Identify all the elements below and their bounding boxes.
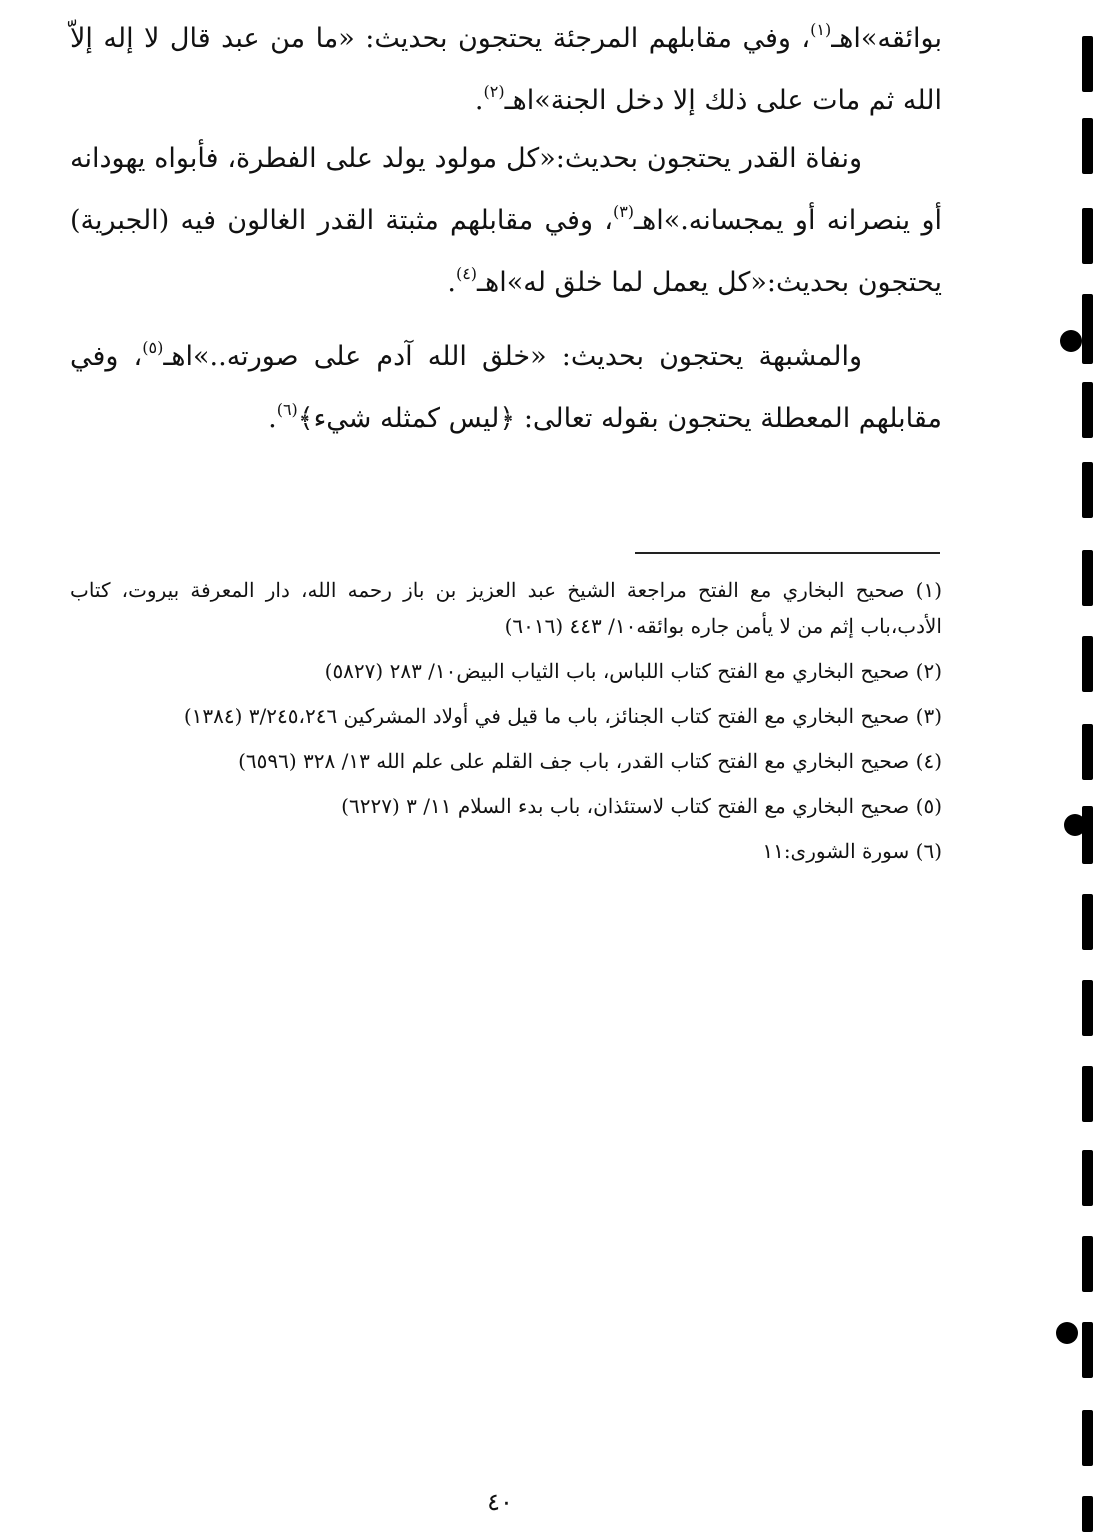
binding-bar bbox=[1082, 294, 1093, 364]
footnote-ref: (٣) bbox=[612, 202, 635, 221]
footnote-ref: (٥) bbox=[142, 338, 164, 357]
binding-hole bbox=[1060, 330, 1082, 352]
footnote-1: (١) صحيح البخاري مع الفتح مراجعة الشيخ عبد العزيز بن باز رحمه الله، دار المعرفة بيروت، كتاب الأدب،باب إثم من لا يأمن جاره بوائقه١٠/ ٤٤٣ (٦٠١٦) bbox=[70, 578, 942, 638]
footnote-6: (٦) سورة الشورى:١١ bbox=[762, 839, 942, 863]
binding-bar bbox=[1082, 806, 1093, 864]
paragraph-text: ونفاة القدر يحتجون بحديث:«كل مولود يولد على الفطرة، فأبواه يهودانه أو ينصرانه أو يمجسانه.»اهـ bbox=[70, 143, 942, 236]
footnote-ref: (٢) bbox=[483, 82, 505, 101]
binding-bar bbox=[1082, 36, 1093, 92]
paragraph-text: بوائقه»اهـ bbox=[831, 23, 942, 54]
footnote-2: (٢) صحيح البخاري مع الفتح كتاب اللباس، باب الثياب البيض١٠/ ٢٨٣ (٥٨٢٧) bbox=[324, 659, 942, 683]
body-paragraph-3 bbox=[70, 326, 942, 450]
binding-bar bbox=[1082, 894, 1093, 950]
binding-bar bbox=[1082, 1322, 1093, 1378]
footnote-3: (٣) صحيح البخاري مع الفتح كتاب الجنائز، باب ما قيل في أولاد المشركين ٣/٢٤٥،٢٤٦ (١٣٨٤) bbox=[183, 704, 942, 728]
body-paragraph-1 bbox=[70, 8, 942, 132]
paragraph-text: . bbox=[447, 267, 456, 298]
binding-bar bbox=[1082, 118, 1093, 174]
footnotes bbox=[70, 572, 942, 878]
binding-bar bbox=[1082, 1150, 1093, 1206]
binding-bar bbox=[1082, 1066, 1093, 1122]
paragraph-text: ، وفي مقابلهم مثبتة القدر الغالون فيه (الجبرية) يحتجون بحديث:«كل يعمل لما خلق له»اهـ bbox=[70, 205, 942, 298]
binding-bar bbox=[1082, 1410, 1093, 1466]
binding-bar bbox=[1082, 550, 1093, 606]
footnote-ref: (١) bbox=[810, 20, 832, 39]
binding-hole bbox=[1064, 814, 1086, 836]
paragraph-text: ، وفي مقابلهم المرجئة يحتجون بحديث: «ما من عبد قال لا إله إلاّ الله ثم مات على ذلك إلا دخل الجنة»اهـ bbox=[70, 23, 942, 116]
binding-bar bbox=[1082, 980, 1093, 1036]
page-number: ٤٠ bbox=[487, 1488, 513, 1516]
binding-strip bbox=[1078, 0, 1098, 1532]
footnote-ref: (٤) bbox=[455, 264, 478, 283]
binding-bar bbox=[1082, 382, 1093, 438]
paragraph-text: . bbox=[268, 403, 277, 434]
footnote-4: (٤) صحيح البخاري مع الفتح كتاب القدر، باب جف القلم على علم الله ١٣/ ٣٢٨ (٦٥٩٦) bbox=[238, 749, 942, 773]
binding-bar bbox=[1082, 462, 1093, 518]
footnote-separator bbox=[635, 552, 940, 554]
paragraph-text: ، وفي مقابلهم المعطلة يحتجون بقوله تعالى: ﴿ليس كمثله شيء﴾ bbox=[70, 341, 942, 434]
body-paragraph-2 bbox=[70, 128, 942, 314]
binding-bar bbox=[1082, 208, 1093, 264]
paragraph-text: والمشبهة يحتجون بحديث: «خلق الله آدم على صورته..»اهـ bbox=[163, 341, 863, 372]
binding-bar bbox=[1082, 1496, 1093, 1532]
binding-bar bbox=[1082, 724, 1093, 780]
binding-hole bbox=[1056, 1322, 1078, 1344]
footnote-5: (٥) صحيح البخاري مع الفتح كتاب لاستئذان، باب بدء السلام ١١/ ٣ (٦٢٢٧) bbox=[341, 794, 942, 818]
paragraph-text: . bbox=[474, 85, 484, 116]
footnote-ref: (٦) bbox=[276, 400, 298, 419]
binding-bar bbox=[1082, 636, 1093, 692]
binding-bar bbox=[1082, 1236, 1093, 1292]
